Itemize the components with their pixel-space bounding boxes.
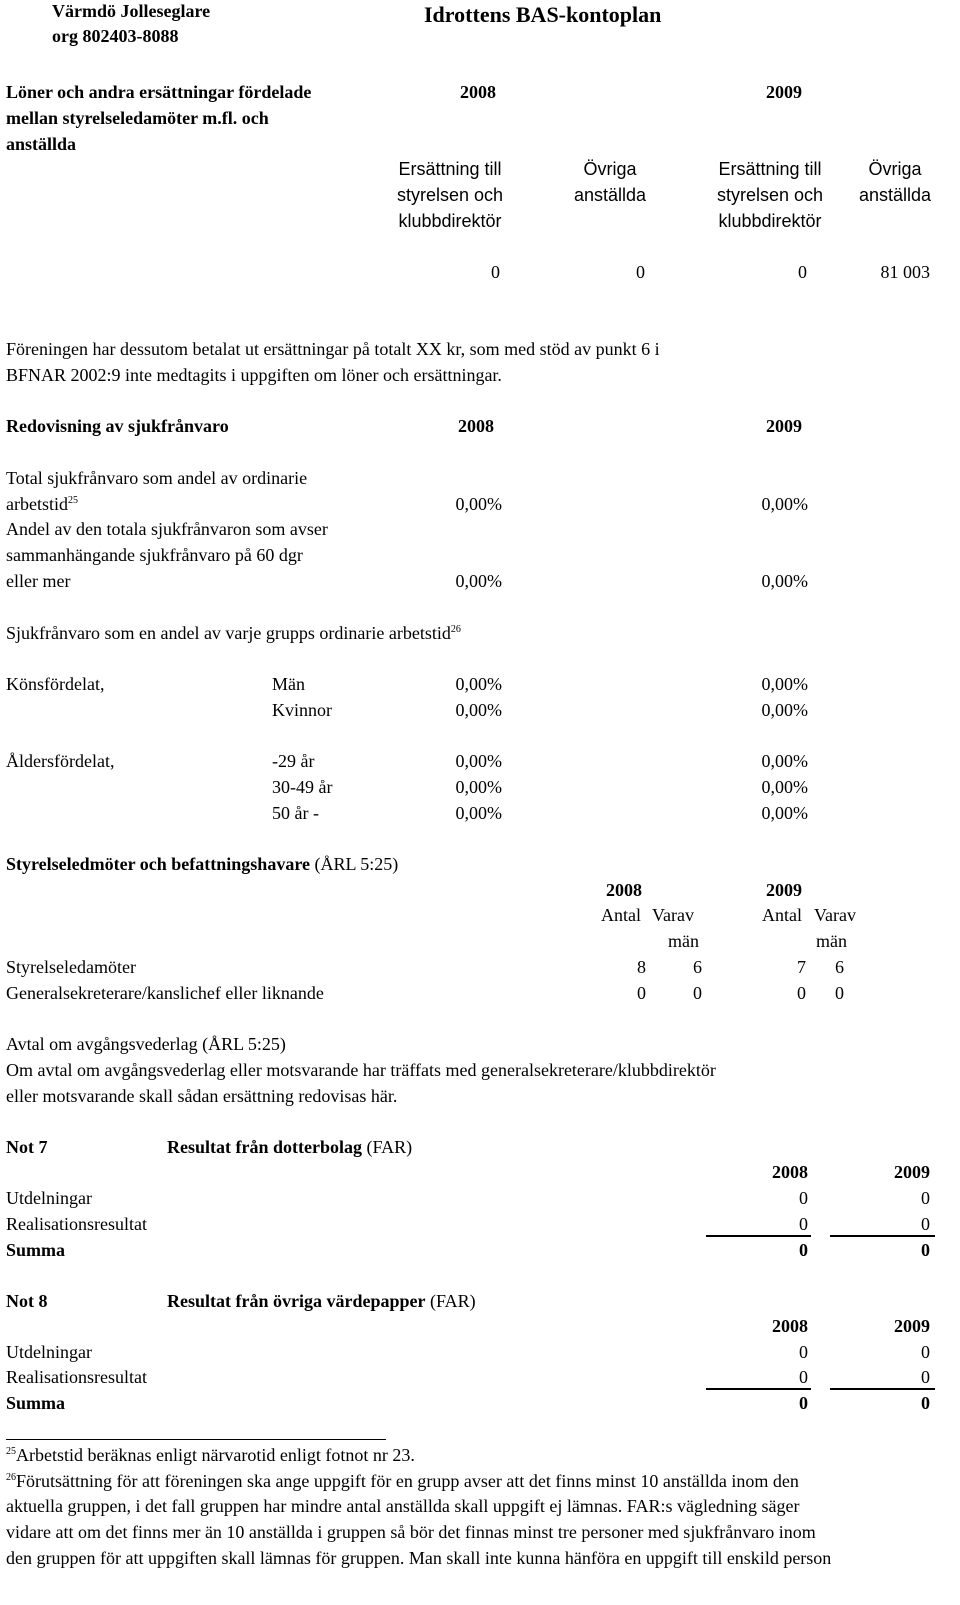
footnote-separator <box>6 1439 386 1440</box>
note-8-number: Not 8 <box>6 1291 48 1311</box>
sick-gender-2009: 0,00% <box>761 674 808 694</box>
sick-total-2008: 0,00% <box>455 494 502 514</box>
board-value: 6 <box>835 957 844 977</box>
col-other-line: Övriga <box>868 159 922 179</box>
note-8-sum: 0 <box>921 1393 930 1413</box>
col-board-line: klubbdirektör <box>398 211 502 231</box>
footnote-text: Förutsättning för att föreningen ska ange uppgift för en grupp avser att det finns minst 10 anställda inom den <box>16 1471 799 1491</box>
footnote-26-line2: aktuella gruppen, i det fall gruppen har mindre antal anställda skall uppgift ej lämnas. FAR:s vägledning säger <box>6 1496 800 1516</box>
board-col-men: Varav <box>652 905 694 925</box>
note-7-row-label: Realisationsresultat <box>6 1214 147 1234</box>
sick-age-2008: 0,00% <box>455 803 502 823</box>
col-board-line: Ersättning till <box>398 159 502 179</box>
sick-age-row-label: 30-49 år <box>272 777 333 797</box>
note-8-value: 0 <box>799 1367 808 1387</box>
col-board-line: styrelsen och <box>716 185 824 205</box>
note-7-value: 0 <box>799 1214 808 1234</box>
salaries-title-line1: Löner och andra ersättningar fördelade <box>6 82 312 102</box>
col-board-line: klubbdirektör <box>718 211 822 231</box>
footnote-ref: 26 <box>450 624 461 635</box>
note-7-row-label: Utdelningar <box>6 1188 92 1208</box>
sum-rule <box>706 1388 811 1390</box>
note-7-sum: 0 <box>799 1240 808 1260</box>
sick-long-2009: 0,00% <box>761 571 808 591</box>
sick-gender-row-label: Män <box>272 674 305 694</box>
note-8-value: 0 <box>799 1342 808 1362</box>
note-8-row-label: Realisationsresultat <box>6 1367 147 1387</box>
board-value: 6 <box>693 957 702 977</box>
severance-line2: eller motsvarande skall sådan ersättning redovisas här. <box>6 1086 398 1106</box>
sick-gender-2009: 0,00% <box>761 700 808 720</box>
note-7-value: 0 <box>921 1188 930 1208</box>
note-8-sum-label: Summa <box>6 1393 66 1413</box>
footnote-26-line1 <box>6 1472 799 1490</box>
salaries-year-2009: 2009 <box>766 82 802 102</box>
sick-year-2009: 2009 <box>766 416 802 436</box>
board-col-count: Antal <box>762 905 802 925</box>
sum-rule <box>830 1235 935 1237</box>
note-7-value: 0 <box>799 1188 808 1208</box>
board-row-label: Styrelseledamöter <box>6 957 136 977</box>
note-8-value: 0 <box>921 1342 930 1362</box>
col-other-2009 <box>840 160 950 204</box>
note-paid-line1: Föreningen har dessutom betalat ut ersättningar på totalt XX kr, som med stöd av punkt 6 i <box>6 339 660 359</box>
board-value: 8 <box>637 957 646 977</box>
salaries-title-line2: mellan styrelseledamöter m.fl. och <box>6 108 269 128</box>
sick-age-label: Åldersfördelat, <box>6 751 115 771</box>
note-7-value: 0 <box>921 1214 930 1234</box>
board-value: 0 <box>693 983 702 1003</box>
sick-total-line2 <box>6 495 78 513</box>
board-title-ref: (ÅRL 5:25) <box>309 854 399 874</box>
sick-long-line2: sammanhängande sjukfrånvaro på 60 dgr <box>6 545 303 565</box>
note-7-sum: 0 <box>921 1240 930 1260</box>
sick-title: Redovisning av sjukfrånvaro <box>6 416 229 436</box>
sick-total-line1: Total sjukfrånvaro som andel av ordinarie <box>6 468 308 488</box>
note-7-number: Not 7 <box>6 1137 48 1157</box>
board-value: 0 <box>797 983 806 1003</box>
sick-gender-label: Könsfördelat, <box>6 674 105 694</box>
note-7-year-2009: 2009 <box>894 1162 930 1182</box>
severance-title: Avtal om avgångsvederlag (ÅRL 5:25) <box>6 1034 286 1054</box>
footnote-text: Arbetstid beräknas enligt närvarotid enligt fotnot nr 23. <box>16 1445 415 1465</box>
note-8-year-2009: 2009 <box>894 1316 930 1336</box>
salaries-value: 0 <box>636 262 645 282</box>
sick-age-2008: 0,00% <box>455 777 502 797</box>
note-7-year-2008: 2008 <box>772 1162 808 1182</box>
sick-year-2008: 2008 <box>458 416 494 436</box>
salaries-value: 0 <box>798 262 807 282</box>
board-title-bold: Styrelseledmöter och befattningshavare <box>6 854 310 874</box>
org-name: Värmdö Jolleseglare <box>52 1 211 21</box>
board-col-men: män <box>668 931 699 951</box>
note-8-value: 0 <box>921 1367 930 1387</box>
board-year-2008: 2008 <box>606 880 642 900</box>
sick-total-2009: 0,00% <box>761 494 808 514</box>
sick-age-2009: 0,00% <box>761 751 808 771</box>
footnote-26-line4: den gruppen för att uppgiften skall lämnas för gruppen. Man skall inte kunna hänföra en uppgift till enskild person <box>6 1548 832 1568</box>
footnote-25 <box>6 1446 415 1464</box>
board-row-label: Generalsekreterare/kanslichef eller liknande <box>6 983 324 1003</box>
footnote-26-line3: vidare att om det finns mer än 10 anställda i gruppen så bör det finnas minst tre personer med sjukfrånvaro inom <box>6 1522 816 1542</box>
note-8-sum: 0 <box>799 1393 808 1413</box>
sick-total-label: arbetstid <box>6 494 68 514</box>
sick-long-line1: Andel av den totala sjukfrånvaron som avser <box>6 519 328 539</box>
note-8-title-bold: Resultat från övriga värdepapper <box>167 1291 426 1311</box>
sick-gender-2008: 0,00% <box>455 674 502 694</box>
severance-line1: Om avtal om avgångsvederlag eller motsvarande har träffats med generalsekreterare/klubbdirektör <box>6 1060 716 1080</box>
board-col-count: Antal <box>601 905 641 925</box>
col-board-line: styrelsen och <box>396 185 504 205</box>
note-7-title-bold: Resultat från dotterbolag <box>167 1137 362 1157</box>
note-8-title-ref: (FAR) <box>425 1291 476 1311</box>
board-year-2009: 2009 <box>766 880 802 900</box>
note-7-title <box>167 1138 412 1156</box>
footnote-number: 25 <box>6 1446 16 1457</box>
sick-age-2009: 0,00% <box>761 803 808 823</box>
sum-rule <box>830 1388 935 1390</box>
sick-group-title <box>6 624 461 642</box>
salaries-value: 0 <box>491 262 500 282</box>
sick-age-row-label: 50 år - <box>272 803 319 823</box>
sum-rule <box>706 1235 811 1237</box>
sick-gender-row-label: Kvinnor <box>272 700 332 720</box>
col-other-line: anställda <box>573 185 647 205</box>
sick-age-row-label: -29 år <box>272 751 315 771</box>
board-value: 7 <box>797 957 806 977</box>
sick-age-2009: 0,00% <box>761 777 808 797</box>
salaries-title-line3: anställda <box>6 134 77 154</box>
note-7-title-ref: (FAR) <box>361 1137 413 1157</box>
board-col-men: män <box>816 931 847 951</box>
note-8-year-2008: 2008 <box>772 1316 808 1336</box>
salaries-year-2008: 2008 <box>460 82 496 102</box>
sick-age-2008: 0,00% <box>455 751 502 771</box>
col-other-line: Övriga <box>583 159 637 179</box>
sick-long-2008: 0,00% <box>455 571 502 591</box>
board-title <box>6 855 398 873</box>
note-8-title <box>167 1292 476 1310</box>
sick-long-line3: eller mer <box>6 571 71 591</box>
col-other-line: anställda <box>858 185 932 205</box>
col-board-2008 <box>370 160 530 230</box>
board-value: 0 <box>835 983 844 1003</box>
col-other-2008 <box>555 160 665 204</box>
note-paid-line2: BFNAR 2002:9 inte medtagits i uppgiften om löner och ersättningar. <box>6 365 502 385</box>
footnote-number: 26 <box>6 1472 16 1483</box>
note-7-sum-label: Summa <box>6 1240 66 1260</box>
footnote-ref: 25 <box>67 495 78 506</box>
board-col-men: Varav <box>814 905 856 925</box>
page-title: Idrottens BAS-kontoplan <box>424 2 662 27</box>
sick-gender-2008: 0,00% <box>455 700 502 720</box>
org-number: org 802403-8088 <box>52 26 179 46</box>
note-8-row-label: Utdelningar <box>6 1342 92 1362</box>
sick-group-title-text: Sjukfrånvaro som en andel av varje grupps ordinarie arbetstid <box>6 623 451 643</box>
salaries-value: 81 003 <box>880 262 930 282</box>
board-value: 0 <box>637 983 646 1003</box>
col-board-line: Ersättning till <box>718 159 822 179</box>
col-board-2009 <box>690 160 850 230</box>
